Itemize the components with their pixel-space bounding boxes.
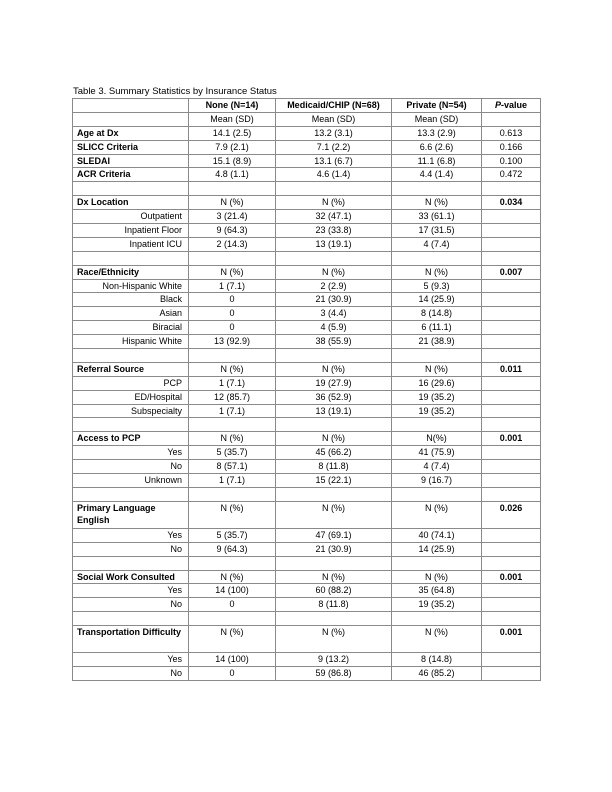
spacer-row (73, 556, 541, 570)
column-header-private: Private (N=54) (392, 99, 482, 113)
header-blank-cell (73, 99, 189, 113)
value-cell: 45 (66.2) (276, 446, 392, 460)
row-sublabel: Yes (73, 528, 189, 542)
value-cell: 4 (7.4) (392, 460, 482, 474)
spacer-cell (73, 349, 189, 363)
spacer-cell (189, 418, 276, 432)
table-row (73, 210, 541, 224)
pvalue-cell: 0.166 (482, 140, 541, 154)
value-cell: 9 (64.3) (189, 224, 276, 238)
value-cell: 13 (19.1) (276, 404, 392, 418)
spacer-cell (189, 487, 276, 501)
value-cell: 0 (189, 666, 276, 680)
table-caption: Table 3. Summary Statistics by Insurance Status (73, 86, 277, 97)
value-cell: 0 (189, 293, 276, 307)
value-cell: N (%) (189, 626, 276, 653)
spacer-cell (189, 349, 276, 363)
table-row (73, 404, 541, 418)
table-row (73, 237, 541, 251)
value-cell: N (%) (392, 570, 482, 584)
value-cell: N (%) (276, 265, 392, 279)
value-cell: 11.1 (6.8) (392, 154, 482, 168)
value-cell: N (%) (276, 626, 392, 653)
column-header-none: None (N=14) (189, 99, 276, 113)
value-cell: 33 (61.1) (392, 210, 482, 224)
spacer-cell (482, 251, 541, 265)
row-sublabel: Yes (73, 446, 189, 460)
spacer-cell (482, 182, 541, 196)
value-cell: 19 (35.2) (392, 390, 482, 404)
value-cell: 8 (14.8) (392, 653, 482, 667)
value-cell: N (%) (189, 501, 276, 528)
value-cell: 8 (14.8) (392, 307, 482, 321)
row-sublabel: Yes (73, 584, 189, 598)
row-sublabel: No (73, 460, 189, 474)
value-cell: N (%) (392, 362, 482, 376)
spacer-cell (482, 418, 541, 432)
value-cell: 6.6 (2.6) (392, 140, 482, 154)
value-cell: 9 (16.7) (392, 474, 482, 488)
spacer-row (73, 612, 541, 626)
value-cell: 9 (64.3) (189, 542, 276, 556)
section-row (73, 362, 541, 376)
value-cell: 2 (14.3) (189, 237, 276, 251)
value-cell: 16 (29.6) (392, 376, 482, 390)
section-row (73, 570, 541, 584)
pvalue-cell: 0.613 (482, 126, 541, 140)
spacer-cell (392, 487, 482, 501)
value-cell: N (%) (189, 265, 276, 279)
row-sublabel: Inpatient Floor (73, 224, 189, 238)
value-cell: 59 (86.8) (276, 666, 392, 680)
table-row (73, 154, 541, 168)
value-cell: 14 (100) (189, 584, 276, 598)
value-cell: N(%) (392, 432, 482, 446)
subheader-blank-cell (73, 112, 189, 126)
column-header-pvalue (482, 99, 541, 113)
value-cell: 2 (2.9) (276, 279, 392, 293)
value-cell: 23 (33.8) (276, 224, 392, 238)
spacer-cell (276, 612, 392, 626)
table-row (73, 584, 541, 598)
value-cell: 12 (85.7) (189, 390, 276, 404)
table-row (73, 168, 541, 182)
pvalue-cell (482, 376, 541, 390)
pvalue-cell: 0.007 (482, 265, 541, 279)
value-cell: N (%) (189, 362, 276, 376)
spacer-cell (276, 182, 392, 196)
row-sublabel: No (73, 542, 189, 556)
pvalue-italic-p: P (494, 100, 501, 110)
pvalue-cell (482, 584, 541, 598)
value-cell: 5 (35.7) (189, 528, 276, 542)
table-row (73, 528, 541, 542)
spacer-cell (276, 556, 392, 570)
section-row (73, 626, 541, 653)
spacer-cell (189, 251, 276, 265)
table-row (73, 279, 541, 293)
table-row (73, 474, 541, 488)
subheader-medicaid: Mean (SD) (276, 112, 392, 126)
pvalue-cell: 0.001 (482, 570, 541, 584)
row-label: Race/Ethnicity (73, 265, 189, 279)
value-cell: 4 (7.4) (392, 237, 482, 251)
value-cell: N (%) (189, 432, 276, 446)
spacer-cell (392, 418, 482, 432)
value-cell: N (%) (392, 626, 482, 653)
row-label: ACR Criteria (73, 168, 189, 182)
value-cell: N (%) (276, 570, 392, 584)
value-cell: 0 (189, 307, 276, 321)
spacer-cell (276, 251, 392, 265)
subheader-pvalue-blank (482, 112, 541, 126)
value-cell: N (%) (276, 432, 392, 446)
value-cell: 32 (47.1) (276, 210, 392, 224)
table-row (73, 293, 541, 307)
value-cell: 21 (30.9) (276, 293, 392, 307)
spacer-cell (392, 556, 482, 570)
value-cell: 60 (88.2) (276, 584, 392, 598)
spacer-cell (189, 182, 276, 196)
pvalue-cell (482, 237, 541, 251)
value-cell: 19 (35.2) (392, 598, 482, 612)
row-sublabel: Asian (73, 307, 189, 321)
value-cell: 13.2 (3.1) (276, 126, 392, 140)
value-cell: 4.4 (1.4) (392, 168, 482, 182)
value-cell: 6 (11.1) (392, 321, 482, 335)
row-label: Referral Source (73, 362, 189, 376)
value-cell: 9 (13.2) (276, 653, 392, 667)
pvalue-cell (482, 390, 541, 404)
spacer-cell (73, 418, 189, 432)
pvalue-cell (482, 598, 541, 612)
value-cell: N (%) (276, 362, 392, 376)
row-label: SLEDAI (73, 154, 189, 168)
value-cell: 36 (52.9) (276, 390, 392, 404)
spacer-cell (73, 251, 189, 265)
table-row (73, 376, 541, 390)
value-cell: 47 (69.1) (276, 528, 392, 542)
value-cell: N (%) (276, 501, 392, 528)
pvalue-cell: 0.472 (482, 168, 541, 182)
spacer-cell (392, 612, 482, 626)
row-sublabel: No (73, 598, 189, 612)
table-row (73, 653, 541, 667)
spacer-cell (276, 487, 392, 501)
value-cell: 0 (189, 598, 276, 612)
value-cell: 4.8 (1.1) (189, 168, 276, 182)
value-cell: 38 (55.9) (276, 335, 392, 349)
value-cell: 8 (57.1) (189, 460, 276, 474)
row-sublabel: PCP (73, 376, 189, 390)
row-sublabel: ED/Hospital (73, 390, 189, 404)
pvalue-cell (482, 404, 541, 418)
section-row (73, 501, 541, 528)
pvalue-cell: 0.100 (482, 154, 541, 168)
value-cell: 1 (7.1) (189, 279, 276, 293)
table-row (73, 140, 541, 154)
row-sublabel: No (73, 666, 189, 680)
row-label: SLICC Criteria (73, 140, 189, 154)
pvalue-cell (482, 542, 541, 556)
pvalue-cell (482, 321, 541, 335)
table-row (73, 307, 541, 321)
spacer-cell (276, 349, 392, 363)
spacer-cell (482, 556, 541, 570)
row-label: Age at Dx (73, 126, 189, 140)
value-cell: 0 (189, 321, 276, 335)
table-row (73, 335, 541, 349)
spacer-cell (392, 251, 482, 265)
value-cell: 14 (25.9) (392, 293, 482, 307)
row-label: Social Work Consulted (73, 570, 189, 584)
table-row (73, 321, 541, 335)
value-cell: 15.1 (8.9) (189, 154, 276, 168)
spacer-cell (392, 349, 482, 363)
spacer-cell (73, 556, 189, 570)
row-sublabel: Subspecialty (73, 404, 189, 418)
summary-statistics-table (72, 98, 541, 681)
value-cell: 5 (9.3) (392, 279, 482, 293)
value-cell: 21 (38.9) (392, 335, 482, 349)
section-row (73, 265, 541, 279)
value-cell: 19 (27.9) (276, 376, 392, 390)
pvalue-cell: 0.001 (482, 626, 541, 653)
value-cell: N (%) (276, 196, 392, 210)
value-cell: 14 (25.9) (392, 542, 482, 556)
pvalue-cell (482, 460, 541, 474)
value-cell: 21 (30.9) (276, 542, 392, 556)
value-cell: N (%) (392, 501, 482, 528)
pvalue-cell (482, 307, 541, 321)
value-cell: 40 (74.1) (392, 528, 482, 542)
subheader-row (73, 112, 541, 126)
value-cell: 4 (5.9) (276, 321, 392, 335)
row-label: Transportation Difficulty (73, 626, 189, 653)
spacer-cell (189, 612, 276, 626)
row-sublabel: Inpatient ICU (73, 237, 189, 251)
row-sublabel: Unknown (73, 474, 189, 488)
spacer-row (73, 487, 541, 501)
spacer-row (73, 182, 541, 196)
table-row (73, 446, 541, 460)
section-row (73, 196, 541, 210)
pvalue-cell (482, 224, 541, 238)
value-cell: 4.6 (1.4) (276, 168, 392, 182)
subheader-private: Mean (SD) (392, 112, 482, 126)
value-cell: 3 (4.4) (276, 307, 392, 321)
table-row (73, 224, 541, 238)
row-sublabel: Outpatient (73, 210, 189, 224)
spacer-cell (482, 612, 541, 626)
table-row (73, 666, 541, 680)
value-cell: N (%) (392, 196, 482, 210)
row-label: Access to PCP (73, 432, 189, 446)
value-cell: 41 (75.9) (392, 446, 482, 460)
spacer-row (73, 349, 541, 363)
value-cell: 13 (19.1) (276, 237, 392, 251)
row-sublabel: Biracial (73, 321, 189, 335)
spacer-cell (482, 487, 541, 501)
pvalue-cell (482, 446, 541, 460)
spacer-cell (482, 349, 541, 363)
table-row (73, 542, 541, 556)
pvalue-cell: 0.001 (482, 432, 541, 446)
spacer-cell (73, 182, 189, 196)
spacer-cell (189, 556, 276, 570)
value-cell: 7.1 (2.2) (276, 140, 392, 154)
pvalue-cell: 0.034 (482, 196, 541, 210)
spacer-cell (73, 612, 189, 626)
table-row (73, 126, 541, 140)
table-row (73, 460, 541, 474)
row-sublabel: Black (73, 293, 189, 307)
pvalue-cell (482, 293, 541, 307)
column-header-medicaid: Medicaid/CHIP (N=68) (276, 99, 392, 113)
spacer-cell (276, 418, 392, 432)
value-cell: 5 (35.7) (189, 446, 276, 460)
value-cell: 14.1 (2.5) (189, 126, 276, 140)
table-row (73, 390, 541, 404)
pvalue-cell: 0.011 (482, 362, 541, 376)
value-cell: 1 (7.1) (189, 404, 276, 418)
spacer-cell (73, 487, 189, 501)
row-label: Primary Language English (73, 501, 189, 528)
spacer-row (73, 251, 541, 265)
value-cell: 1 (7.1) (189, 474, 276, 488)
value-cell: 13.3 (2.9) (392, 126, 482, 140)
value-cell: 8 (11.8) (276, 598, 392, 612)
value-cell: N (%) (189, 196, 276, 210)
value-cell: N (%) (189, 570, 276, 584)
pvalue-suffix: -value (501, 100, 528, 110)
value-cell: 3 (21.4) (189, 210, 276, 224)
spacer-cell (392, 182, 482, 196)
row-sublabel: Hispanic White (73, 335, 189, 349)
value-cell: 17 (31.5) (392, 224, 482, 238)
pvalue-cell (482, 653, 541, 667)
pvalue-cell (482, 474, 541, 488)
pvalue-cell (482, 210, 541, 224)
spacer-row (73, 418, 541, 432)
pvalue-cell: 0.026 (482, 501, 541, 528)
pvalue-cell (482, 335, 541, 349)
table-row (73, 598, 541, 612)
subheader-none: Mean (SD) (189, 112, 276, 126)
value-cell: 13.1 (6.7) (276, 154, 392, 168)
value-cell: 14 (100) (189, 653, 276, 667)
pvalue-cell (482, 279, 541, 293)
pvalue-cell (482, 528, 541, 542)
section-row (73, 432, 541, 446)
value-cell: 7.9 (2.1) (189, 140, 276, 154)
value-cell: 19 (35.2) (392, 404, 482, 418)
header-row (73, 99, 541, 113)
value-cell: 15 (22.1) (276, 474, 392, 488)
pvalue-cell (482, 666, 541, 680)
value-cell: 1 (7.1) (189, 376, 276, 390)
table-body (73, 99, 541, 681)
value-cell: N (%) (392, 265, 482, 279)
row-label: Dx Location (73, 196, 189, 210)
value-cell: 8 (11.8) (276, 460, 392, 474)
value-cell: 13 (92.9) (189, 335, 276, 349)
row-sublabel: Yes (73, 653, 189, 667)
value-cell: 46 (85.2) (392, 666, 482, 680)
value-cell: 35 (64.8) (392, 584, 482, 598)
row-sublabel: Non-Hispanic White (73, 279, 189, 293)
